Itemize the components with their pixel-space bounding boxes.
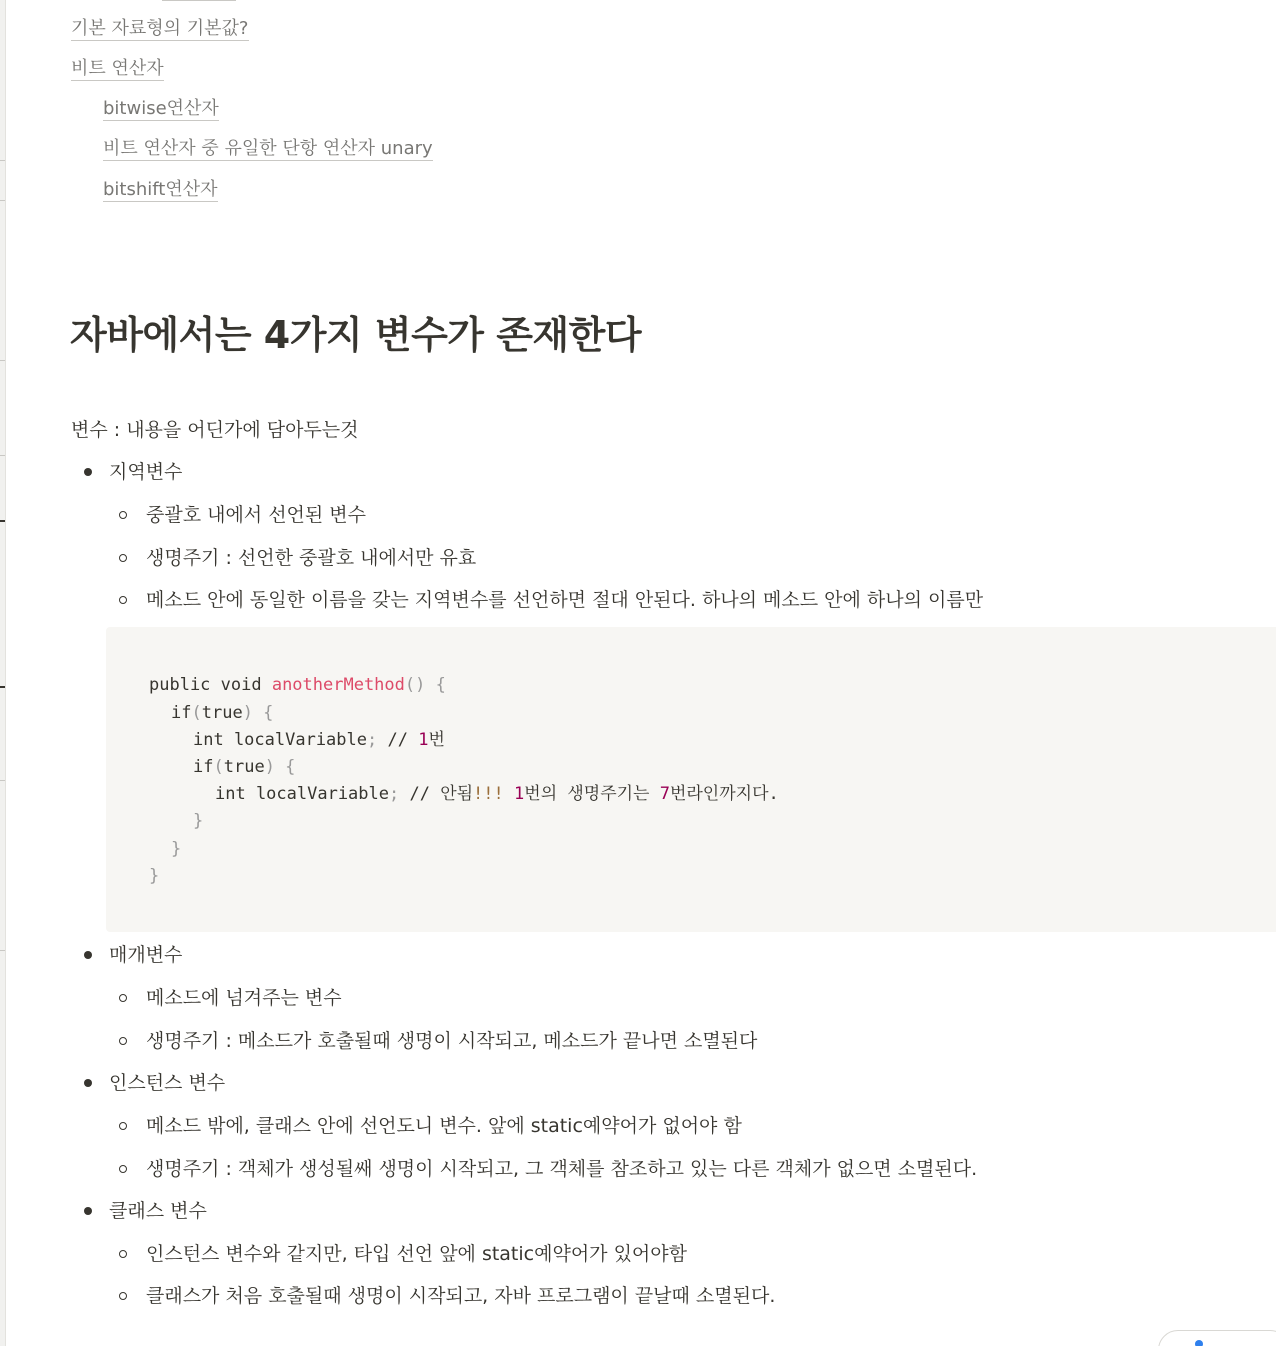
- code-punctuation: {: [252, 703, 274, 723]
- code-keywords: public void: [149, 675, 272, 695]
- bullet-dot: [84, 951, 92, 959]
- code-line-1: [149, 674, 446, 696]
- list-item: 생명주기 : 메소드가 호출될때 생명이 시작되고, 메소드가 끝나면 소멸된다: [146, 1030, 758, 1052]
- list-item: 생명주기 : 객체가 생성될쌔 생명이 시작되고, 그 객체를 참조하고 있는 다른 객체가 없으면 소멸된다.: [146, 1158, 978, 1180]
- list-item: 생명주기 : 선언한 중괄호 내에서만 유효: [146, 547, 477, 569]
- code-line-2: [171, 702, 273, 724]
- list-item: 메소드에 넘겨주는 변수: [146, 987, 342, 1009]
- bullet-circle: [119, 511, 127, 519]
- list-item: 클래스가 처음 호출될때 생명이 시작되고, 자바 프로그램이 끝날때 소멸된다.: [146, 1285, 776, 1307]
- code-comment: 번의 생명주기는: [524, 784, 660, 804]
- gutter-tick: [0, 200, 5, 201]
- list-item: 인스턴스 변수와 같지만, 타입 선언 앞에 static예약어가 있어야함: [146, 1243, 687, 1265]
- code-function-name: anotherMethod: [271, 675, 405, 695]
- bullet-circle: [119, 994, 127, 1002]
- gutter-tick: [0, 686, 5, 688]
- bullet-dot: [84, 468, 92, 476]
- code-block[interactable]: [106, 627, 1276, 932]
- toc-link-default-values[interactable]: 기본 자료형의 기본값?: [71, 18, 249, 39]
- bullet-dot: [84, 1207, 92, 1215]
- code-punctuation: (): [404, 675, 426, 695]
- bullet-circle: [119, 554, 127, 562]
- code-punctuation: (: [213, 757, 224, 777]
- intro-paragraph: 변수 : 내용을 어딘가에 담아두는것: [71, 419, 359, 441]
- bullet-circle: [119, 1037, 127, 1045]
- section-title-parameter: 매개변수: [109, 944, 183, 966]
- code-punctuation: ;: [389, 784, 400, 804]
- bullet-circle: [119, 1292, 127, 1300]
- floating-help-widget[interactable]: [1158, 1330, 1276, 1346]
- code-punctuation: (: [191, 703, 202, 723]
- code-declaration: int localVariable: [215, 784, 389, 804]
- list-item: 메소드 안에 동일한 이름을 갖는 지역변수를 선언하면 절대 안된다. 하나의 메소드 안에 하나의 이름만: [146, 589, 984, 611]
- gutter-tick: [0, 160, 5, 161]
- help-icon: [1195, 1340, 1203, 1346]
- section-title-instance-variable: 인스턴스 변수: [109, 1072, 226, 1094]
- code-punctuation: {: [425, 675, 446, 695]
- code-keyword: true: [201, 703, 243, 723]
- toc-link-bitwise[interactable]: bitwise연산자: [103, 98, 219, 119]
- bullet-circle: [119, 1250, 127, 1258]
- code-comment: 번: [428, 730, 445, 750]
- code-comment: [504, 784, 514, 804]
- section-title-class-variable: 클래스 변수: [109, 1200, 207, 1222]
- gutter-tick: [0, 455, 5, 456]
- code-line-5: [215, 783, 779, 805]
- code-line-3: [193, 729, 445, 751]
- code-operator: !!!: [473, 784, 504, 804]
- code-punctuation: ;: [367, 730, 378, 750]
- code-punctuation: ): [264, 757, 275, 777]
- toc-divider: [162, 0, 236, 1]
- code-number: 1: [418, 730, 429, 750]
- code-keyword: true: [223, 757, 265, 777]
- code-keyword: if: [193, 757, 214, 777]
- code-comment: // 안됨: [399, 784, 474, 804]
- toc-link-bit-operators[interactable]: 비트 연산자: [71, 58, 164, 79]
- page-heading: 자바에서는 4가지 변수가 존재한다: [70, 313, 642, 357]
- code-line-7: }: [171, 839, 182, 859]
- list-item: 메소드 밖에, 클래스 안에 선언도니 변수. 앞에 static예약어가 없어야 함: [146, 1115, 742, 1137]
- bullet-dot: [84, 1079, 92, 1087]
- code-comment: 번라인까지다.: [669, 784, 779, 804]
- left-sidebar-edge[interactable]: [0, 0, 6, 1346]
- section-title-local-variable: 지역변수: [109, 461, 183, 483]
- code-line-6: }: [193, 811, 204, 831]
- gutter-tick: [0, 950, 5, 951]
- toc-link-unary[interactable]: 비트 연산자 중 유일한 단항 연산자 unary: [103, 138, 433, 159]
- gutter-tick: [0, 520, 5, 522]
- bullet-circle: [119, 596, 127, 604]
- toc-link-bitshift[interactable]: bitshift연산자: [103, 179, 218, 200]
- code-line-4: [193, 756, 295, 778]
- code-keyword: if: [171, 703, 192, 723]
- code-declaration: int localVariable: [193, 730, 367, 750]
- gutter-tick: [0, 360, 5, 361]
- code-comment: //: [377, 730, 419, 750]
- bullet-circle: [119, 1165, 127, 1173]
- code-punctuation: {: [274, 757, 296, 777]
- list-item: 중괄호 내에서 선언된 변수: [146, 504, 367, 526]
- code-punctuation: ): [242, 703, 253, 723]
- gutter-tick: [0, 780, 5, 781]
- code-line-8: }: [149, 866, 160, 886]
- bullet-circle: [119, 1122, 127, 1130]
- code-number: 7: [659, 784, 670, 804]
- code-number: 1: [514, 784, 525, 804]
